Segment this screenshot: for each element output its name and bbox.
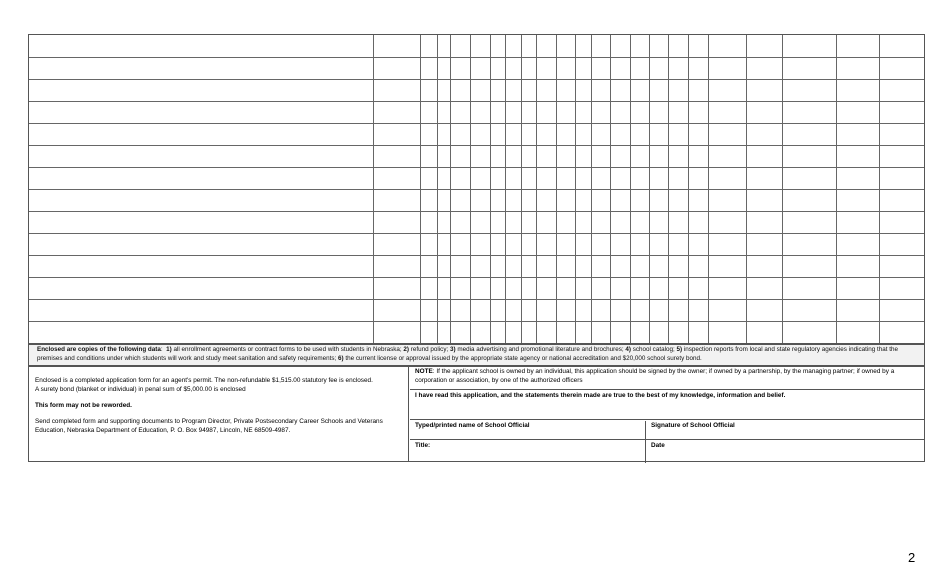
signature-field[interactable]: Signature of School Official bbox=[651, 422, 735, 429]
entry-table bbox=[28, 34, 925, 344]
item-text: media advertising and promotional literature and brochures; bbox=[455, 346, 626, 353]
table-row-entry-cell[interactable] bbox=[29, 255, 373, 277]
table-row-entry-cell[interactable] bbox=[29, 277, 373, 299]
item-number: 5) bbox=[676, 346, 683, 353]
mailing-instructions: Send completed form and supporting documents to Program Director, Private Postsecondary Career Schools and Veterans Education, Nebraska Department of Education, P. O. Box 94987, Lincoln, NE 68509-4987. bbox=[35, 418, 383, 434]
table-row-entry-cell[interactable] bbox=[29, 123, 373, 145]
item-number: 1) bbox=[166, 346, 172, 353]
signature-panel bbox=[410, 367, 924, 461]
item-text: school catalog; bbox=[630, 346, 677, 353]
surety-bond-text: A surety bond (blanket or individual) in penal sum of $5,000.00 is enclosed bbox=[35, 386, 246, 393]
table-row-entry-cell[interactable] bbox=[29, 57, 373, 79]
table-row-entry-cell[interactable] bbox=[29, 35, 373, 57]
table-row-entry-cell[interactable] bbox=[29, 167, 373, 189]
item-text: the current license or approval issued by the appropriate state agency or national accreditation and $20,000 school surety bond. bbox=[343, 354, 702, 362]
item-number: 2) bbox=[403, 346, 410, 353]
no-reword-warning: This form may not be reworded. bbox=[35, 402, 132, 409]
table-row-entry-cell[interactable] bbox=[29, 79, 373, 101]
table-row-entry-cell[interactable] bbox=[29, 233, 373, 255]
title-field[interactable]: Title: bbox=[415, 442, 431, 449]
enclosed-lead: Enclosed are copies of the following data bbox=[37, 346, 161, 353]
instructions-panel bbox=[29, 367, 409, 461]
item-text: refund policy; bbox=[409, 346, 450, 353]
table-row-entry-cell[interactable] bbox=[29, 321, 373, 343]
item-number: 3) bbox=[449, 346, 456, 353]
date-field[interactable]: Date bbox=[651, 442, 665, 449]
table-row-entry-cell[interactable] bbox=[29, 299, 373, 321]
enclosed-data-statement: Enclosed are copies of the following data: 1) all enrollment agreements or contract forms to be used with students in Nebraska; 2) refund policy; 3) media advertising and promotional literature and brochures; 4) school catalog; 5) inspection reports from local and state regulatory agencies indicating that the premises and conditions under which students will work and study meet sanitation and safety requirements; 6) the current license or approval issued by the appropriate state agency or national accreditation and $20,000 school surety bond. bbox=[28, 344, 925, 366]
table-row-entry-cell[interactable] bbox=[29, 189, 373, 211]
item-number: 6) bbox=[338, 354, 344, 362]
item-text: inspection reports from local and state regulatory agencies indicating that the premises and conditions under which students will work and study meet sanitation and safety requirements; bbox=[37, 346, 899, 362]
certification-statement: I have read this application, and the statements therein made are true to the best of my knowledge, information and belief. bbox=[410, 390, 924, 420]
typed-name-field[interactable]: Typed/printed name of School Official bbox=[410, 421, 646, 463]
item-text: all enrollment agreements or contract forms to be used with students in Nebraska; bbox=[171, 346, 404, 353]
table-row-entry-cell[interactable] bbox=[29, 101, 373, 123]
item-number: 4) bbox=[625, 346, 631, 353]
page-number: 2 bbox=[908, 550, 916, 565]
table-row-entry-cell[interactable] bbox=[29, 211, 373, 233]
ownership-note: NOTE: If the applicant school is owned by an individual, this application should be signed by the owner; if owned by a partnership, by the managing partner; if owned by a corporation or association, by one of the authorized officers bbox=[410, 367, 924, 390]
application-fee-text: Enclosed is a completed application form for an agent's permit. The non-refundable $1,515.00 statutory fee is enclosed. bbox=[35, 377, 373, 384]
submission-section bbox=[28, 366, 925, 462]
table-row-entry-cell[interactable] bbox=[29, 145, 373, 167]
